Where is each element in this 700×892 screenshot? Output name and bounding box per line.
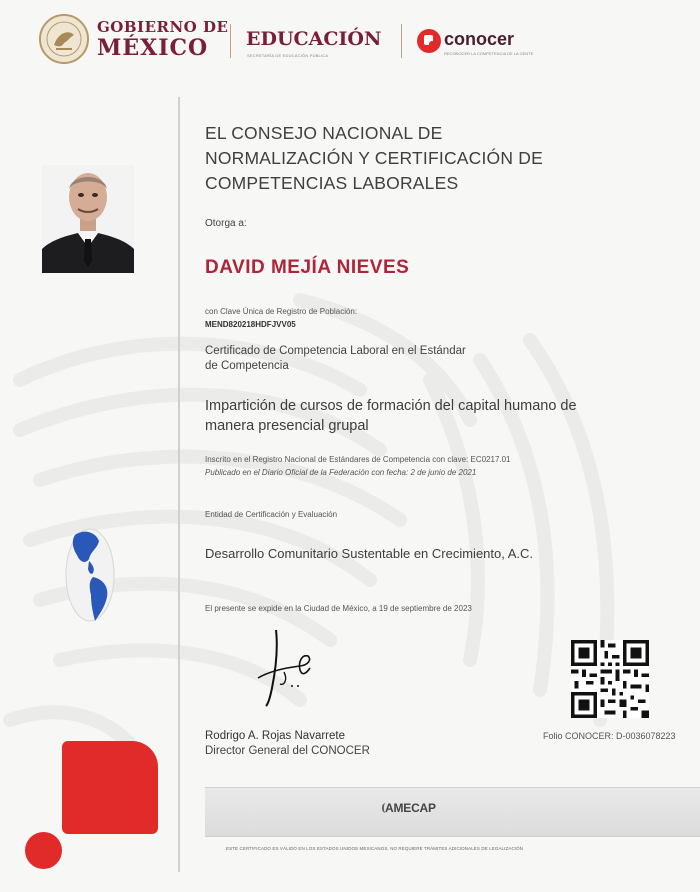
certificate-type: [205, 344, 466, 374]
educacion-subtitle: SECRETARÍA DE EDUCACIÓN PÚBLICA: [247, 53, 329, 58]
decorative-red-square: [62, 741, 158, 834]
heading-line: EL CONSEJO NACIONAL DE: [205, 123, 443, 143]
conocer-title: conocer: [444, 29, 515, 49]
curp-label: con Clave Única de Registro de Población:: [205, 307, 358, 316]
decorative-red-dot: [25, 832, 62, 869]
mexico-seal-icon: [38, 13, 90, 65]
conocer-subtitle: RECONOCER LA COMPETENCIA DE LA GENTE: [444, 51, 534, 56]
header-divider: [230, 24, 231, 58]
gobierno-mexico-logo: [97, 20, 228, 59]
educacion-title: EDUCACIÓN: [246, 28, 382, 50]
amecap-logo-text: AMECAP: [385, 801, 436, 815]
recipient-photo: [42, 165, 134, 273]
heading-line: COMPETENCIAS LABORALES: [205, 173, 459, 193]
folio-number: Folio CONOCER: D-0036078223: [543, 731, 676, 741]
competency-standard-title: [205, 396, 645, 436]
otorga-label: Otorga a:: [205, 218, 247, 229]
course-line1: Impartición de cursos de formación del capital humano de: [205, 398, 577, 414]
header-divider: [401, 24, 402, 58]
gobierno-line2: MÉXICO: [97, 35, 209, 61]
issuer-heading: [205, 121, 675, 196]
certificate-type-line1: Certificado de Competencia Laboral en el Estándar: [205, 345, 466, 357]
bottom-band: [205, 787, 700, 837]
signer-name: Rodrigo A. Rojas Navarrete: [205, 730, 345, 742]
certificate-type-line2: de Competencia: [205, 360, 289, 372]
qr-code: [571, 640, 649, 718]
vertical-divider: [178, 97, 180, 872]
signer-role: Director General del CONOCER: [205, 745, 370, 757]
entity-label: Entidad de Certificación y Evaluación: [205, 510, 338, 519]
heading-line: NORMALIZACIÓN Y CERTIFICACIÓN DE: [205, 148, 543, 168]
globe-americas-icon: [63, 525, 117, 625]
certification-entity: Desarrollo Comunitario Sustentable en Crecimiento, A.C.: [205, 546, 534, 561]
handwritten-signature: [254, 628, 320, 708]
publication-line: Publicado en el Diario Oficial de la Federación con fecha: 2 de junio de 2021: [205, 468, 477, 477]
curp-value: MEND820218HDFJVV05: [205, 320, 296, 329]
registry-line: Inscrito en el Registro Nacional de Estándares de Competencia con clave: EC0217.01: [205, 455, 511, 464]
issue-date: El presente se expide en la Ciudad de México, a 19 de septiembre de 2023: [205, 604, 472, 613]
conocer-logo-icon: [416, 28, 442, 54]
course-line2: manera presencial grupal: [205, 418, 369, 434]
legal-footer-note: ESTE CERTIFICADO ES VÁLIDO EN LOS ESTADOS UNIDOS MEXICANOS, NO REQUIERE TRÁMITES ADICIONALES DE LEGALIZACIÓN: [226, 846, 524, 851]
gobierno-line1: GOBIERNO DE: [97, 18, 229, 36]
recipient-name: DAVID MEJÍA NIEVES: [205, 257, 410, 278]
